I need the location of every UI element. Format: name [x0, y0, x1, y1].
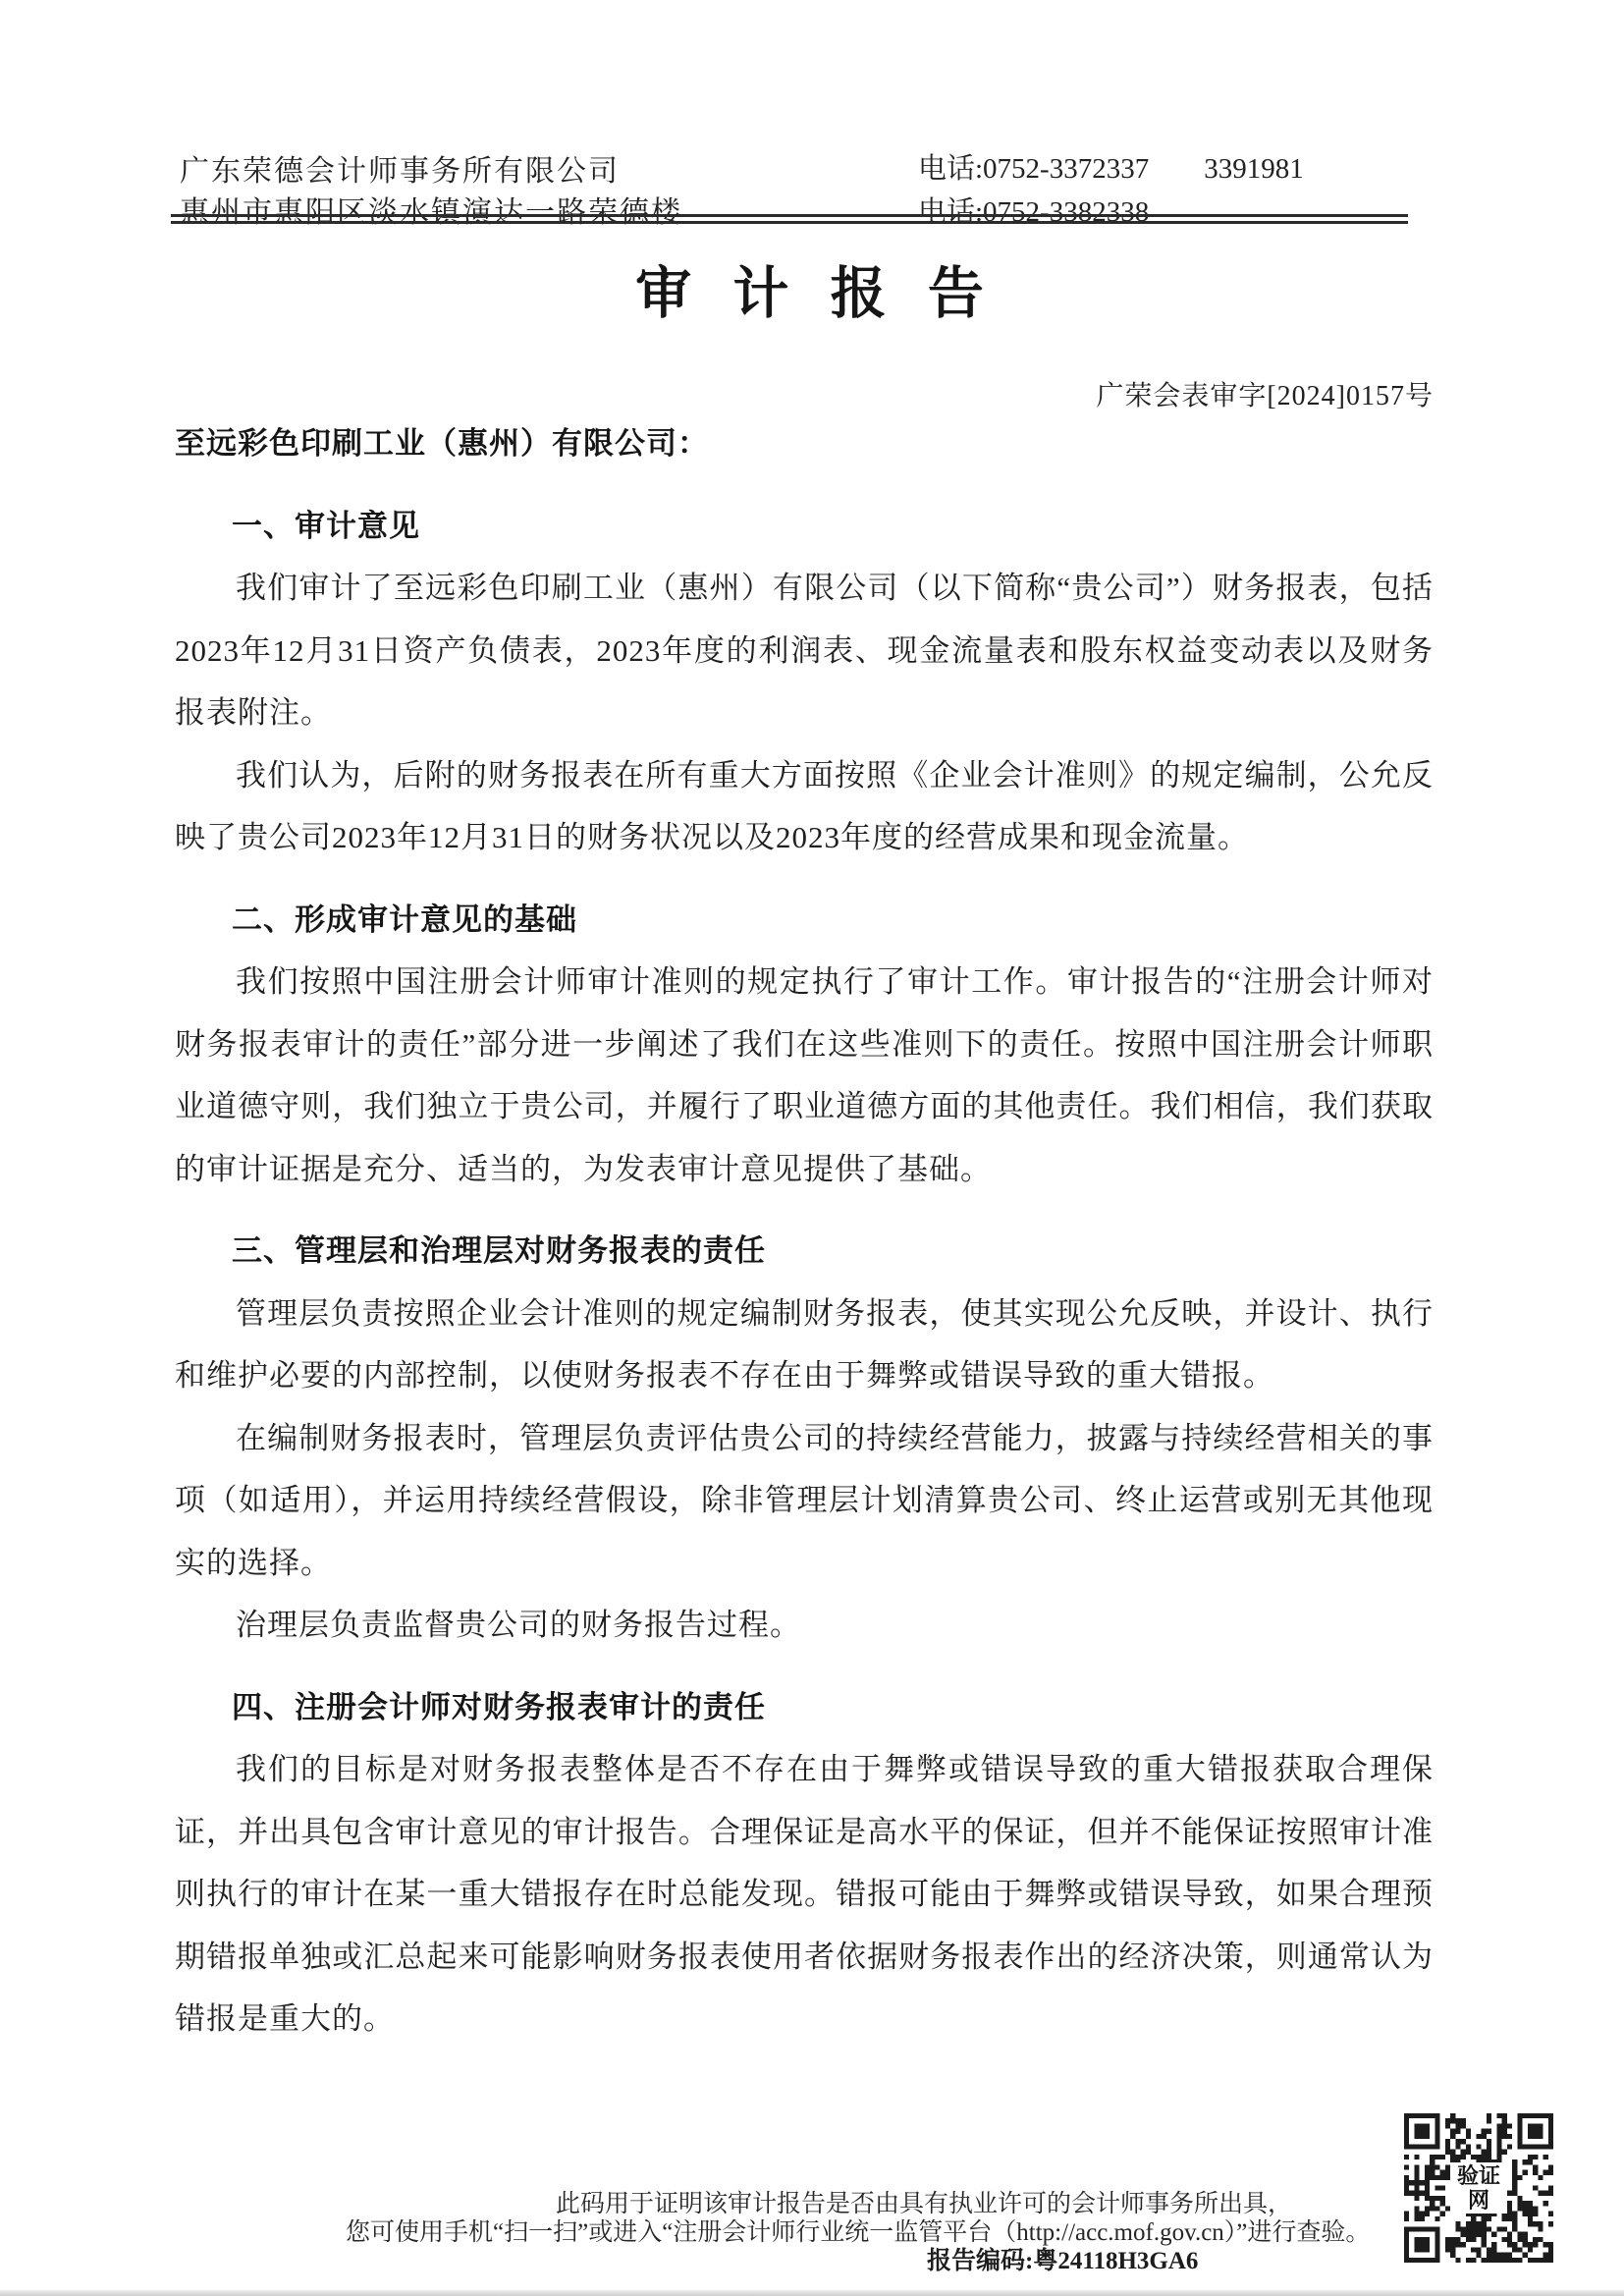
- section-1-paragraph-1: 我们审计了至远彩色印刷工业（惠州）有限公司（以下简称“贵公司”）财务报表，包括2023年12月31日资产负债表，2023年度的利润表、现金流量表和股东权益变动表以及财务报表附注。: [175, 571, 1434, 730]
- phone-line-2: 电话:0752-3382338: [918, 196, 1150, 228]
- section-1-paragraph-2: 我们认为，后附的财务报表在所有重大方面按照《企业会计准则》的规定编制，公允反映了贵公司2023年12月31日的财务状况以及2023年度的经营成果和现金流量。: [175, 757, 1434, 854]
- section-2-heading: 二、形成审计意见的基础: [232, 902, 577, 937]
- section-4-heading: 四、注册会计师对财务报表审计的责任: [232, 1689, 766, 1724]
- letterhead-divider-rule: [171, 214, 1408, 224]
- report-body: [175, 412, 1434, 2050]
- section-3-paragraph-2: 在编制财务报表时，管理层负责评估贵公司的持续经营能力，披露与持续经营相关的事项（如适用），并运用持续经营假设，除非管理层计划清算贵公司、终止运营或别无其他现实的选择。: [175, 1420, 1434, 1580]
- verification-note-line-2: 您可使用手机“扫一扫”或进入“注册会计师行业统一监管平台（http://acc.mof.gov.cn）”进行查验。: [346, 2219, 1371, 2246]
- section-2-paragraph-1: 我们按照中国注册会计师审计准则的规定执行了审计工作。审计报告的“注册会计师对财务报表审计的责任”部分进一步阐述了我们在这些准则下的责任。按照中国注册会计师职业道德守则，我们独立于贵公司，并履行了职业道德方面的其他责任。我们相信，我们获取的审计证据是充分、适当的，为发表审计意见提供了基础。: [175, 964, 1434, 1186]
- section-3-heading: 三、管理层和治理层对财务报表的责任: [232, 1233, 766, 1268]
- phone-1-number: 电话:0752-3372337: [918, 153, 1150, 185]
- section-4-paragraph-1: 我们的目标是对财务报表整体是否不存在由于舞弊或错误导致的重大错报获取合理保证，并出具包含审计意见的审计报告。合理保证是高水平的保证，但并不能保证按照审计准则执行的审计在某一重大错报存在时总能发现。错报可能由于舞弊或错误导致，如果合理预期错报单独或汇总起来可能影响财务报表使用者依据财务报表作出的经济决策，则通常认为错报是重大的。: [175, 1752, 1434, 2036]
- firm-address: 惠州市惠阳区淡水镇演达一路荣德楼: [180, 196, 682, 229]
- phone-line-1: [918, 146, 1304, 187]
- phone-1-extra-number: 3391981: [1204, 153, 1304, 185]
- report-code: 报告编码:粤24118H3GA6: [927, 2248, 1199, 2274]
- section-3-paragraph-3: 治理层负责监督贵公司的财务报告过程。: [236, 1608, 801, 1642]
- qr-center-label: 验证网: [1450, 2162, 1507, 2214]
- section-1-heading: 一、审计意见: [232, 508, 420, 543]
- scan-bottom-edge: [0, 2290, 1624, 2296]
- firm-name: 广东荣德会计师事务所有限公司: [180, 155, 620, 188]
- reference-number: 广荣会表审字[2024]0157号: [1096, 381, 1434, 411]
- section-3-paragraph-1: 管理层负责按照企业会计准则的规定编制财务报表，使其实现公允反映，并设计、执行和维护必要的内部控制，以使财务报表不存在由于舞弊或错误导致的重大错报。: [175, 1295, 1434, 1393]
- verification-note-line-1: 此码用于证明该审计报告是否由具有执业许可的会计师事务所出具，: [556, 2191, 1293, 2217]
- report-title: 审 计 报 告: [635, 263, 989, 325]
- verification-qr-code: [1404, 2113, 1553, 2263]
- addressee: 至远彩色印刷工业（惠州）有限公司：: [175, 426, 709, 461]
